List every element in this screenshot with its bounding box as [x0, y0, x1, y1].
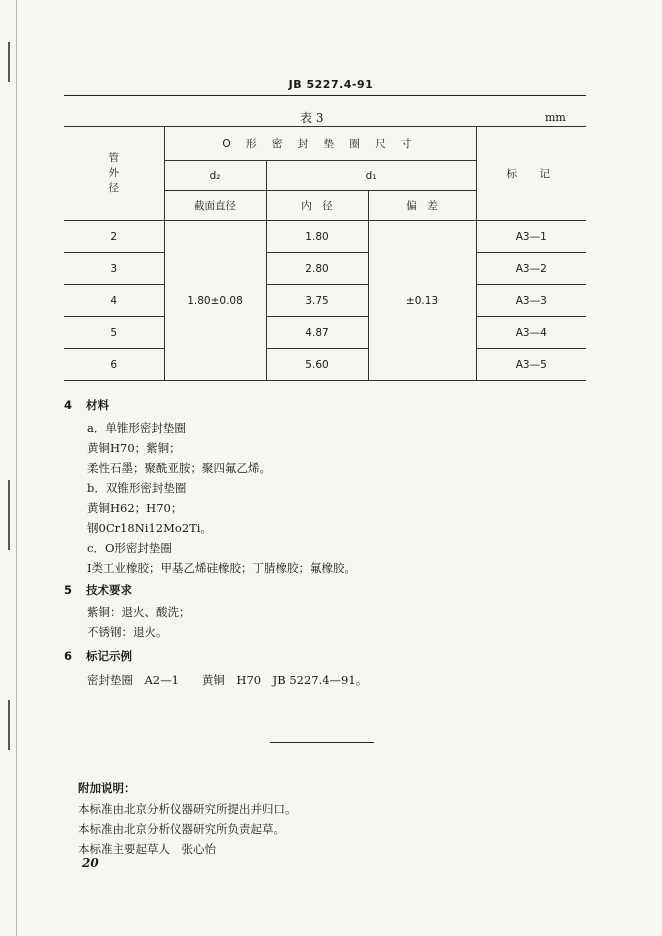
cell-pipe-od: 5 — [64, 317, 164, 349]
section-4-line: a．单锥形密封垫圈 — [87, 421, 186, 435]
notes-heading: 附加说明： — [78, 781, 136, 795]
cell-pipe-od: 4 — [64, 285, 164, 317]
section-4-line: 柔性石墨；聚酰亚胺；聚四氟乙烯。 — [87, 461, 271, 475]
section-4-line: 钢0Cr18Ni12Mo2Ti。 — [87, 521, 212, 535]
cell-inner-diameter: 5.60 — [266, 349, 368, 381]
scan-mark — [8, 700, 10, 750]
cell-pipe-od: 2 — [64, 221, 164, 253]
notes-line: 本标准由北京分析仪器研究所提出并归口。 — [78, 802, 297, 816]
section-4-heading: 4 材料 — [64, 398, 109, 412]
scan-mark — [8, 480, 10, 550]
section-4-line: b．双锥形密封垫圈 — [87, 481, 187, 495]
cell-mark: A3—4 — [476, 317, 586, 349]
section-4-line: 黄铜H62；H70； — [87, 501, 183, 515]
scan-mark — [8, 42, 10, 82]
section-4-line: c．O形密封垫圈 — [87, 541, 172, 555]
cell-section-diameter: 1.80±0.08 — [164, 221, 266, 381]
section-5-heading: 5 技术要求 — [64, 583, 132, 597]
section-4-line: 黄铜H70；紫铜； — [87, 441, 181, 455]
cell-mark: A3—5 — [476, 349, 586, 381]
table-row — [64, 285, 586, 317]
page-number: 20 — [82, 856, 99, 870]
section-4-line: Ⅰ类工业橡胶；甲基乙烯硅橡胶；丁腈橡胶；氟橡胶。 — [87, 561, 357, 575]
table-row — [64, 221, 586, 253]
header-mark: 标 记 — [476, 127, 586, 221]
scan-margin-line — [16, 0, 17, 936]
cell-inner-diameter: 2.80 — [266, 253, 368, 285]
cell-pipe-od: 3 — [64, 253, 164, 285]
header-d2: d₂ — [164, 161, 266, 191]
notes-line: 本标准主要起草人 张心怡 — [78, 842, 216, 856]
separator-rule — [270, 742, 374, 743]
table-caption: 表 3 — [300, 111, 324, 125]
table-unit: mm — [545, 111, 566, 124]
table-row — [64, 349, 586, 381]
header-d1: d₁ — [266, 161, 476, 191]
section-6-heading: 6 标记示例 — [64, 649, 132, 663]
cell-mark: A3—3 — [476, 285, 586, 317]
cell-inner-diameter: 1.80 — [266, 221, 368, 253]
header-pipe-od: 管外径 — [64, 127, 164, 221]
header-inner-diameter: 内 径 — [266, 191, 368, 221]
section-6-line: 密封垫圈 A2—1 黄铜 H70 JB 5227.4—91。 — [87, 673, 368, 687]
section-5-line: 不锈钢：退火。 — [87, 625, 168, 639]
cell-inner-diameter: 3.75 — [266, 285, 368, 317]
header-deviation: 偏 差 — [368, 191, 476, 221]
cell-mark: A3—1 — [476, 221, 586, 253]
cell-inner-diameter: 4.87 — [266, 317, 368, 349]
header-gasket-dimensions: O 形 密 封 垫 圈 尺 寸 — [164, 127, 476, 161]
table-row — [64, 317, 586, 349]
header-rule — [64, 95, 586, 96]
document-code: JB 5227.4-91 — [288, 78, 374, 91]
notes-line: 本标准由北京分析仪器研究所负责起草。 — [78, 822, 285, 836]
header-section-diameter: 截面直径 — [164, 191, 266, 221]
cell-deviation: ±0.13 — [368, 221, 476, 381]
cell-pipe-od: 6 — [64, 349, 164, 381]
dimension-table — [64, 126, 586, 381]
cell-mark: A3—2 — [476, 253, 586, 285]
section-5-line: 紫铜：退火、酸洗； — [87, 605, 191, 619]
table-row — [64, 253, 586, 285]
